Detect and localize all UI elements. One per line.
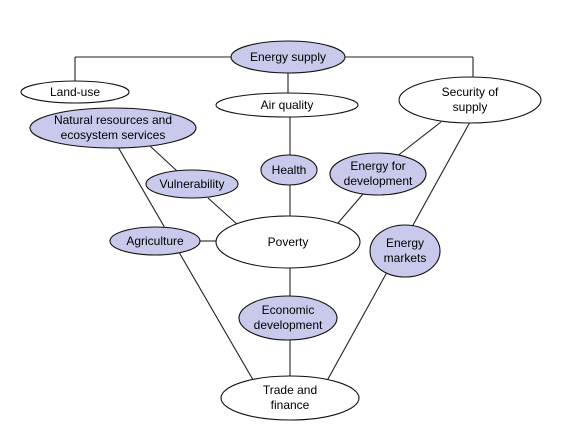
node-label-line: Natural resources and bbox=[53, 113, 173, 127]
node-economic-development-label bbox=[254, 303, 323, 332]
node-natural-resources-label bbox=[54, 113, 172, 142]
node-label-line: supply bbox=[452, 100, 488, 114]
node-energy-supply-label bbox=[250, 50, 326, 64]
node-label-line: development bbox=[343, 174, 413, 188]
node-vulnerability bbox=[146, 170, 238, 198]
node-label-line: Poverty bbox=[267, 235, 309, 249]
node-health-label bbox=[272, 163, 307, 177]
node-poverty-label bbox=[268, 235, 309, 249]
node-poverty bbox=[216, 216, 360, 268]
node-energy-for-development-label bbox=[344, 159, 413, 188]
node-land-use bbox=[21, 81, 129, 103]
node-label-line: Security of bbox=[441, 85, 499, 99]
node-land-use-label bbox=[50, 85, 100, 99]
node-trade-and-finance-label bbox=[263, 383, 317, 412]
node-label-line: Air quality bbox=[260, 98, 314, 112]
node-energy-markets bbox=[370, 225, 440, 277]
node-air-quality bbox=[216, 93, 358, 117]
node-vulnerability-label bbox=[160, 177, 225, 191]
node-agriculture-label bbox=[126, 234, 184, 248]
node-label-line: Land-use bbox=[49, 85, 101, 99]
node-label-line: Economic bbox=[261, 303, 315, 317]
diagram-nodes bbox=[21, 41, 541, 420]
node-security-of-supply bbox=[399, 77, 541, 123]
node-label-line: markets bbox=[383, 251, 427, 265]
node-trade-and-finance bbox=[221, 376, 359, 420]
node-energy-markets-label bbox=[384, 236, 427, 265]
node-economic-development bbox=[239, 296, 337, 340]
node-natural-resources bbox=[30, 108, 196, 148]
edge-energydev-poverty bbox=[338, 194, 363, 223]
edge-vulnerability-poverty bbox=[208, 198, 238, 225]
node-label-line: Vulnerability bbox=[159, 177, 225, 191]
node-label-line: ecosystem services bbox=[60, 128, 166, 142]
node-label-line: finance bbox=[270, 398, 310, 412]
node-label-line: development bbox=[253, 318, 323, 332]
node-label-line: Energy for bbox=[350, 159, 406, 173]
node-agriculture bbox=[110, 227, 200, 255]
edge-security-energydev bbox=[396, 122, 441, 157]
node-label-line: Trade and bbox=[262, 383, 318, 397]
node-energy-supply bbox=[231, 41, 345, 73]
node-energy-for-development bbox=[330, 153, 426, 195]
node-label-line: Energy bbox=[385, 236, 425, 250]
node-label-line: Energy supply bbox=[249, 50, 327, 64]
edge-natural-vulnerability bbox=[150, 146, 177, 171]
node-label-line: Agriculture bbox=[126, 234, 184, 248]
node-health bbox=[261, 155, 317, 185]
node-air-quality-label bbox=[261, 98, 314, 112]
node-label-line: Health bbox=[271, 163, 307, 177]
